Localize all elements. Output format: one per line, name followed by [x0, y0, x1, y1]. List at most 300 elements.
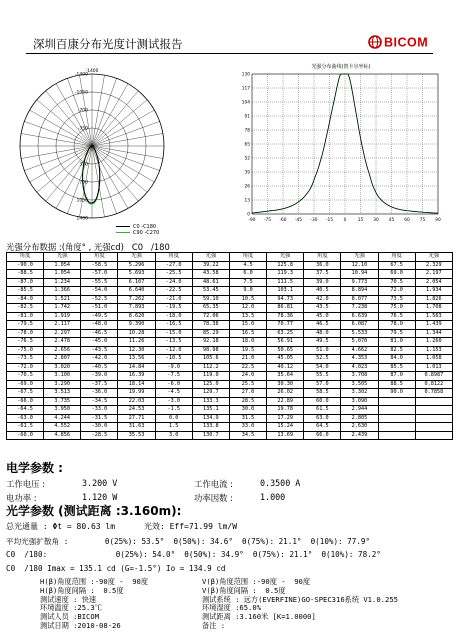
table-cell: 79.5	[378, 329, 415, 338]
table-cell: 3.020	[44, 363, 81, 372]
table-cell: -7.5	[155, 372, 192, 381]
cartesian-intensity-chart	[236, 62, 446, 230]
y-tick-label: 39	[244, 170, 250, 176]
voltage-value: 3.200 V	[82, 478, 118, 488]
table-row	[7, 321, 453, 330]
table-cell: 1.563	[415, 312, 452, 321]
table-cell: -58.5	[81, 261, 118, 270]
table-cell: -9.0	[155, 363, 192, 372]
x-tick-label: -30	[310, 218, 318, 223]
column-header: 角度	[155, 253, 192, 262]
x-tick-label: 30	[373, 218, 379, 223]
polar-tick-label: -1400	[74, 72, 88, 78]
table-cell: 125.8	[267, 261, 304, 270]
y-tick-label: 0	[247, 212, 250, 218]
table-cell: 0.7858	[415, 389, 452, 398]
table-row	[7, 329, 453, 338]
table-cell: 6.639	[341, 312, 378, 321]
x-tick-label: 90	[435, 218, 441, 223]
header-divider	[26, 53, 433, 54]
table-cell: 5.533	[341, 329, 378, 338]
table-cell: -33.0	[81, 406, 118, 415]
table-cell	[415, 431, 452, 440]
table-cell: 66.0	[304, 431, 341, 440]
table-cell: 70.5	[378, 278, 415, 287]
current-label: 工作电流 :	[194, 479, 233, 489]
polar-tick-label: 350	[79, 162, 88, 168]
table-cell: 119.0	[192, 372, 229, 381]
table-cell: 1.153	[415, 346, 452, 355]
table-cell: 19.78	[267, 406, 304, 415]
table-row	[7, 355, 453, 364]
table-cell: 10.28	[118, 329, 155, 338]
table-cell: 1.934	[415, 287, 452, 296]
table-cell: 60.0	[304, 397, 341, 406]
table-cell: 5.693	[118, 270, 155, 279]
table-cell: -12.0	[155, 346, 192, 355]
table-cell: 72.06	[192, 312, 229, 321]
table-cell: -28.5	[81, 431, 118, 440]
avg-beam-angle-line: 平均光强扩散角 : θ(25%): 53.5° θ(50%): 34.6° θ(75%): 21.1° θ(10%): 77.9°	[6, 537, 371, 546]
table-cell: 73.5	[378, 295, 415, 304]
table-cell: 1.5	[155, 423, 192, 432]
table-cell: -45.0	[81, 338, 118, 347]
table-cell	[378, 431, 415, 440]
table-cell: -13.5	[155, 338, 192, 347]
table-cell: 35.53	[118, 431, 155, 440]
table-cell: 30.0	[229, 406, 266, 415]
table-cell: -66.0	[7, 397, 44, 406]
table-cell: 39.22	[192, 261, 229, 270]
table-cell: 2.054	[415, 278, 452, 287]
table-cell: 61.5	[304, 406, 341, 415]
table-cell: 58.5	[304, 389, 341, 398]
table-cell: 36.0	[304, 261, 341, 270]
table-cell: 28.5	[229, 397, 266, 406]
table-cell: 12.0	[229, 304, 266, 313]
table-row	[7, 363, 453, 372]
footer-right: V(β)角度范围 :-90度 - 90度 V(β)角度间隔 : 0.5度 测试系统 : 远方(EVERFINE)GO-SPEC316系统 V1.0.255 环境湿度 :65.0% 测试距离 :3.160米 [K=1.0000] 备注 :	[202, 577, 398, 630]
table-cell: 2.439	[341, 431, 378, 440]
table-cell: 75.0	[378, 304, 415, 313]
table-cell: 3.505	[341, 380, 378, 389]
table-cell: 1.054	[44, 270, 81, 279]
table-cell: 26.02	[267, 389, 304, 398]
table-cell: 64.5	[304, 423, 341, 432]
table-cell: 7.893	[118, 304, 155, 313]
table-cell	[415, 406, 452, 415]
table-cell: -36.0	[81, 389, 118, 398]
bicom-logo	[366, 33, 430, 51]
table-cell: 2.197	[415, 270, 452, 279]
table-cell: 0.0	[155, 414, 192, 423]
table-cell: -60.0	[7, 431, 44, 440]
table-cell: 6.107	[118, 278, 155, 287]
table-cell: 8.620	[118, 312, 155, 321]
table-cell: 63.0	[304, 414, 341, 423]
x-tick-label: -90	[248, 218, 256, 223]
table-cell: 1.013	[415, 363, 452, 372]
imax-line: C0 /180 Imax = 135.1 cd (G=-1.5°) Io = 134.9 cd	[6, 564, 226, 573]
table-cell: 22.89	[267, 397, 304, 406]
table-cell: -85.5	[7, 287, 44, 296]
table-row	[7, 295, 453, 304]
table-cell: 88.5	[378, 380, 415, 389]
table-cell	[415, 397, 452, 406]
table-cell: -88.5	[7, 270, 44, 279]
x-tick-label: 60	[404, 218, 410, 223]
table-row	[7, 338, 453, 347]
table-cell: -21.0	[155, 295, 192, 304]
table-cell: 40.5	[304, 287, 341, 296]
table-cell: 3.708	[341, 372, 378, 381]
table-cell: 4.552	[44, 423, 81, 432]
table-cell	[415, 414, 452, 423]
y-tick-label: 130	[241, 72, 250, 78]
column-header: 光强	[415, 253, 452, 262]
table-cell: 7.262	[118, 295, 155, 304]
table-cell: 2.944	[341, 406, 378, 415]
table-cell: 1.919	[44, 312, 81, 321]
table-cell: -22.5	[155, 287, 192, 296]
table-cell: 86.81	[267, 304, 304, 313]
table-row	[7, 397, 453, 406]
table-cell: 76.5	[378, 312, 415, 321]
table-cell: 4.856	[44, 431, 81, 440]
table-cell: -39.0	[81, 372, 118, 381]
table-cell: -27.0	[155, 261, 192, 270]
table-cell	[378, 423, 415, 432]
table-cell: -73.5	[7, 355, 44, 364]
table-cell: 1.521	[44, 295, 81, 304]
table-cell: -4.5	[155, 389, 192, 398]
table-cell: 16.39	[118, 372, 155, 381]
table-cell: 6.0	[229, 270, 266, 279]
table-cell: -49.5	[81, 312, 118, 321]
table-cell: -43.5	[81, 346, 118, 355]
table-cell: 11.26	[118, 338, 155, 347]
table-cell: 31.63	[118, 423, 155, 432]
x-tick-label: -45	[294, 218, 303, 223]
table-cell: 87.0	[378, 372, 415, 381]
table-cell: 43.5	[304, 304, 341, 313]
table-cell: -57.0	[81, 270, 118, 279]
table-cell: -34.5	[81, 397, 118, 406]
table-row	[7, 312, 453, 321]
polar-tick-label: -700	[77, 108, 88, 114]
table-row	[7, 389, 453, 398]
table-row	[7, 304, 453, 313]
table-cell: -55.5	[81, 278, 118, 287]
table-cell: 4.023	[341, 363, 378, 372]
table-cell: 53.45	[192, 287, 229, 296]
table-cell: 34.5	[229, 431, 266, 440]
table-cell: -54.0	[81, 287, 118, 296]
table-cell: -40.5	[81, 363, 118, 372]
table-cell: 84.0	[378, 355, 415, 364]
column-header: 角度	[81, 253, 118, 262]
column-header: 角度	[304, 253, 341, 262]
table-title: 光强分布数据 :(角度° , 光强cd) C0 /180	[6, 242, 170, 252]
table-cell: 48.61	[192, 278, 229, 287]
table-cell: -19.5	[155, 304, 192, 313]
table-row	[7, 431, 453, 440]
table-cell: 69.0	[378, 270, 415, 279]
table-cell: 57.0	[304, 380, 341, 389]
table-cell: 10.94	[341, 270, 378, 279]
table-cell: 98.98	[192, 346, 229, 355]
table-cell: 45.05	[267, 355, 304, 364]
table-cell: 70.77	[267, 321, 304, 330]
table-cell: 82.5	[378, 346, 415, 355]
column-header: 光强	[192, 253, 229, 262]
table-cell: 2.805	[341, 414, 378, 423]
table-cell: 2.329	[415, 261, 452, 270]
table-cell: 85.29	[192, 329, 229, 338]
table-cell: 17.29	[267, 414, 304, 423]
table-cell: 3.290	[44, 380, 81, 389]
table-cell: -90.0	[7, 261, 44, 270]
table-cell: 103.1	[267, 287, 304, 296]
table-cell: 105.6	[192, 355, 229, 364]
table-cell: 14.84	[118, 363, 155, 372]
table-cell: 7.5	[229, 278, 266, 287]
y-tick-label: 117	[241, 86, 250, 92]
table-row	[7, 261, 453, 270]
x-tick-label: 0	[343, 218, 347, 223]
x-tick-label: 75	[419, 218, 426, 223]
table-cell: 49.5	[304, 338, 341, 347]
table-cell: 27.0	[229, 389, 266, 398]
table-cell: 59.10	[192, 295, 229, 304]
table-cell: 22.5	[229, 363, 266, 372]
table-cell: -15.0	[155, 329, 192, 338]
table-cell: 2.807	[44, 355, 81, 364]
electrical-section-title: 电学参数 :	[6, 461, 63, 475]
table-cell: 1.260	[415, 338, 452, 347]
table-cell: 18.14	[118, 380, 155, 389]
table-cell: 0.8987	[415, 372, 452, 381]
power-value: 1.120 W	[82, 492, 118, 502]
intensity-data-table	[6, 252, 453, 440]
table-cell: -42.0	[81, 355, 118, 364]
table-row	[7, 406, 453, 415]
table-cell: 54.0	[304, 363, 341, 372]
table-cell: 6.087	[341, 321, 378, 330]
table-cell: 24.0	[229, 372, 266, 381]
table-cell: 78.38	[192, 321, 229, 330]
table-cell: 56.91	[267, 338, 304, 347]
table-cell: 15.24	[267, 423, 304, 432]
polar-tick-label: 700	[79, 180, 88, 186]
chart-title: 光强分布曲线(笛卡尔坐标)	[311, 64, 371, 70]
table-cell: -52.5	[81, 295, 118, 304]
table-cell: 65.35	[192, 304, 229, 313]
optical-section-title: 光学参数 (测试距离 :3.160m):	[6, 504, 182, 518]
table-cell: 63.25	[267, 329, 304, 338]
table-cell: -61.5	[7, 423, 44, 432]
table-cell: 27.71	[118, 414, 155, 423]
table-cell: -46.5	[81, 329, 118, 338]
table-cell: 72.0	[378, 287, 415, 296]
x-tick-label: -60	[279, 218, 287, 223]
table-row	[7, 270, 453, 279]
table-cell: -79.5	[7, 321, 44, 330]
y-tick-label: 52	[244, 156, 250, 162]
table-cell: 2.656	[44, 346, 81, 355]
table-cell: 4.662	[341, 346, 378, 355]
column-header: 角度	[229, 253, 266, 262]
current-value: 0.3500 A	[260, 478, 301, 488]
column-header: 角度	[378, 253, 415, 262]
footer-left: H(β)角度范围 :-90度 - 90度 H(β)角度间隔 : 0.5度 测试速度 : 快速 环境温度 :25.3℃ 测试人员 :BICOM 测试日期 :2010-08-26	[40, 577, 149, 630]
table-cell: -69.0	[7, 380, 44, 389]
table-cell: 2.630	[341, 423, 378, 432]
table-cell: 21.0	[229, 355, 266, 364]
table-cell: 119.3	[267, 270, 304, 279]
voltage-label: 工作电压 :	[6, 479, 45, 489]
table-cell: 8.894	[341, 287, 378, 296]
table-row	[7, 287, 453, 296]
table-cell	[415, 423, 452, 432]
table-cell: 6.640	[118, 287, 155, 296]
table-cell: 92.18	[192, 338, 229, 347]
table-cell: -1.5	[155, 406, 192, 415]
table-cell: 2.297	[44, 329, 81, 338]
report-title: 深圳百康分布光度计测试报告	[33, 37, 183, 51]
polar-tick-label: -1050	[74, 90, 88, 96]
svg-text:BICOM: BICOM	[384, 35, 429, 50]
table-cell: 1.054	[44, 261, 81, 270]
table-row	[7, 346, 453, 355]
table-cell: 9.390	[118, 321, 155, 330]
table-row	[7, 380, 453, 389]
table-cell: 10.5	[229, 295, 266, 304]
table-cell: 129.7	[192, 389, 229, 398]
table-cell: -87.0	[7, 278, 44, 287]
table-cell: -37.5	[81, 380, 118, 389]
table-cell: 9.773	[341, 278, 378, 287]
table-cell: 133.8	[192, 423, 229, 432]
table-cell: -75.0	[7, 346, 44, 355]
table-cell: 0.8122	[415, 380, 452, 389]
table-cell: -10.5	[155, 355, 192, 364]
x-tick-label: -75	[263, 218, 272, 223]
table-cell: -31.5	[81, 414, 118, 423]
table-cell: 45.0	[304, 312, 341, 321]
table-cell: -81.0	[7, 312, 44, 321]
table-cell: 135.1	[192, 406, 229, 415]
table-cell: 1.058	[415, 355, 452, 364]
table-cell: 13.56	[118, 355, 155, 364]
table-cell: 67.5	[378, 261, 415, 270]
table-cell: 51.0	[304, 346, 341, 355]
table-cell: 94.73	[267, 295, 304, 304]
table-cell: -76.5	[7, 338, 44, 347]
table-cell: -72.0	[7, 363, 44, 372]
column-header: 光强	[341, 253, 378, 262]
table-cell: 111.5	[267, 278, 304, 287]
table-cell: 1.234	[44, 278, 81, 287]
table-cell: 37.5	[304, 270, 341, 279]
table-cell: 8.077	[341, 295, 378, 304]
legend-label: C0 -C180	[133, 224, 157, 230]
table-cell	[378, 397, 415, 406]
table-cell: 1.742	[44, 304, 81, 313]
table-cell: 2.117	[44, 321, 81, 330]
table-cell: 40.12	[267, 363, 304, 372]
y-tick-label: 13	[244, 198, 250, 204]
table-cell: 13.69	[267, 431, 304, 440]
table-cell: 30.30	[267, 380, 304, 389]
polar-intensity-chart	[8, 62, 178, 237]
table-cell: 1.344	[415, 329, 452, 338]
y-tick-label: 65	[244, 142, 250, 148]
table-cell: 52.5	[304, 355, 341, 364]
table-cell: 55.5	[304, 372, 341, 381]
table-row	[7, 372, 453, 381]
legend-label: C90 -C270	[133, 230, 160, 236]
table-cell: 81.0	[378, 338, 415, 347]
table-cell: 46.5	[304, 321, 341, 330]
table-cell: 16.5	[229, 329, 266, 338]
y-tick-label: 104	[241, 100, 250, 106]
y-tick-label: 26	[244, 184, 250, 190]
table-cell: 1.708	[415, 304, 452, 313]
table-cell: 13.5	[229, 312, 266, 321]
table-cell: 5.070	[341, 338, 378, 347]
table-cell: 3.0	[155, 431, 192, 440]
table-cell: 1.826	[415, 295, 452, 304]
c0-beam-angle-line: C0 /180: θ(25%): 54.0° θ(50%): 34.9° θ(75%): 21.1° θ(10%): 78.2°	[6, 550, 381, 559]
table-cell: 3.100	[44, 372, 81, 381]
table-cell: -64.5	[7, 406, 44, 415]
table-cell: 50.65	[267, 346, 304, 355]
table-cell: 35.64	[267, 372, 304, 381]
table-cell: 134.9	[192, 414, 229, 423]
polar-tick-label: 1400	[76, 216, 88, 222]
table-cell	[378, 414, 415, 423]
table-cell: 12.30	[118, 346, 155, 355]
table-cell: 33.0	[229, 423, 266, 432]
table-cell: 12.10	[341, 261, 378, 270]
y-tick-label: 91	[244, 114, 250, 120]
table-cell: 9.0	[229, 287, 266, 296]
table-cell: -67.5	[7, 389, 44, 398]
total-flux-line: 总光通量 : Φt = 80.63 lm 光效: Eff=71.99 lm/W	[6, 522, 238, 531]
table-cell: -82.5	[7, 304, 44, 313]
table-cell: -30.0	[81, 423, 118, 432]
table-cell: 133.3	[192, 397, 229, 406]
table-cell: -18.0	[155, 312, 192, 321]
table-cell: -48.0	[81, 321, 118, 330]
table-cell: -70.5	[7, 372, 44, 381]
table-cell: 24.53	[118, 406, 155, 415]
polar-tick-label: 1050	[76, 198, 88, 204]
column-header: 光强	[118, 253, 155, 262]
column-header: 光强	[267, 253, 304, 262]
table-cell: 25.5	[229, 380, 266, 389]
table-cell: 112.2	[192, 363, 229, 372]
table-cell: 19.99	[118, 389, 155, 398]
table-row	[7, 423, 453, 432]
table-cell: 1.439	[415, 321, 452, 330]
table-cell: -63.0	[7, 414, 44, 423]
table-cell: 7.238	[341, 304, 378, 313]
table-cell: 39.0	[304, 278, 341, 287]
table-cell: 125.0	[192, 380, 229, 389]
power-label: 电功率 :	[6, 493, 37, 503]
